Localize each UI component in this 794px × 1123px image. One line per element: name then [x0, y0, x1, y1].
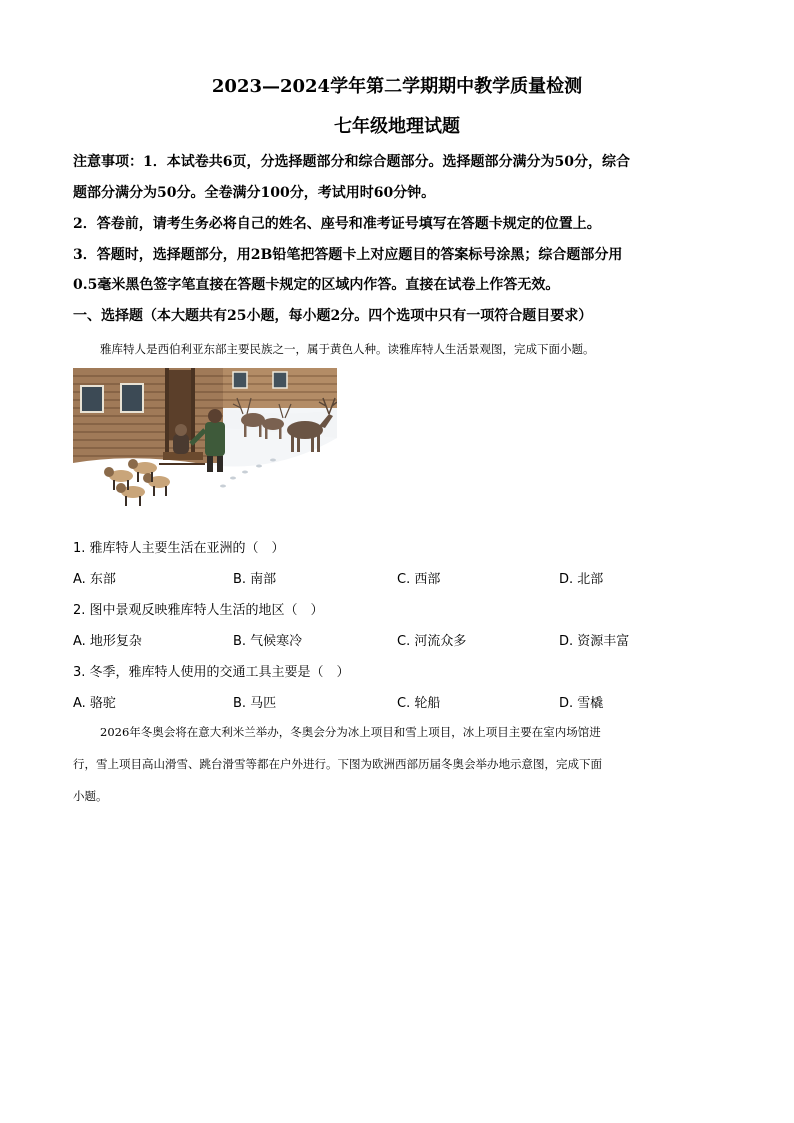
question-3-option-c[interactable]: C. 轮船: [397, 696, 441, 711]
question-1-option-d[interactable]: D. 北部: [559, 572, 604, 587]
question-1-option-a[interactable]: A. 东部: [73, 572, 116, 587]
passage-olympics-line-3: 小题。: [73, 789, 108, 803]
question-2-option-b[interactable]: B. 气候寒冷: [233, 634, 303, 649]
exam-title: 2023—2024学年第二学期期中教学质量检测: [211, 76, 583, 97]
question-1-option-b[interactable]: B. 南部: [233, 572, 277, 587]
exam-subtitle: 七年级地理试题: [334, 116, 460, 137]
section-heading: 一、选择题（本大题共有25小题，每小题2分。四个选项中只有一项符合题目要求）: [73, 308, 593, 324]
question-2-option-d[interactable]: D. 资源丰富: [559, 634, 630, 649]
question-2-option-a[interactable]: A. 地形复杂: [73, 634, 142, 649]
notes-line-5: 0.5毫米黑色签字笔直接在答题卡规定的区域内作答。直接在试卷上作答无效。: [73, 277, 560, 293]
passage-olympics-line-2: 行，雪上项目高山滑雪、跳台滑雪等都在户外进行。下图为欧洲西部历届冬奥会举办地示意图，完成下面: [73, 757, 602, 771]
notes-line-4: 3．答题时，选择题部分，用2B铅笔把答题卡上对应题目的答案标号涂黑；综合题部分用: [73, 247, 623, 263]
question-3-option-d[interactable]: D. 雪橇: [559, 696, 604, 711]
passage-olympics-line-1: 2026年冬奥会将在意大利米兰举办，冬奥会分为冰上项目和雪上项目，冰上项目主要在室内场馆进: [100, 725, 601, 739]
question-3-option-a[interactable]: A. 骆驼: [73, 696, 116, 711]
question-3-stem: 3. 冬季，雅库特人使用的交通工具主要是（ ）: [73, 665, 350, 680]
question-1-stem: 1. 雅库特人主要生活在亚洲的（ ）: [73, 541, 285, 556]
notes-line-2: 题部分满分为50分。全卷满分100分，考试用时60分钟。: [73, 185, 436, 201]
question-3-option-b[interactable]: B. 马匹: [233, 696, 277, 711]
notes-line-3: 2．答卷前，请考生务必将自己的姓名、座号和准考证号填写在答题卡规定的位置上。: [73, 216, 601, 232]
notes-line-1: 注意事项：1．本试卷共6页，分选择题部分和综合题部分。选择题部分满分为50分，综合: [73, 154, 630, 170]
yakut-reindeer-sled-illustration-icon: [73, 368, 337, 518]
question-1-option-c[interactable]: C. 西部: [397, 572, 441, 587]
question-2-option-c[interactable]: C. 河流众多: [397, 634, 467, 649]
passage-yakut: 雅库特人是西伯利亚东部主要民族之一，属于黄色人种。读雅库特人生活景观图，完成下面小题。: [100, 342, 595, 356]
question-2-stem: 2. 图中景观反映雅库特人生活的地区（ ）: [73, 603, 324, 618]
